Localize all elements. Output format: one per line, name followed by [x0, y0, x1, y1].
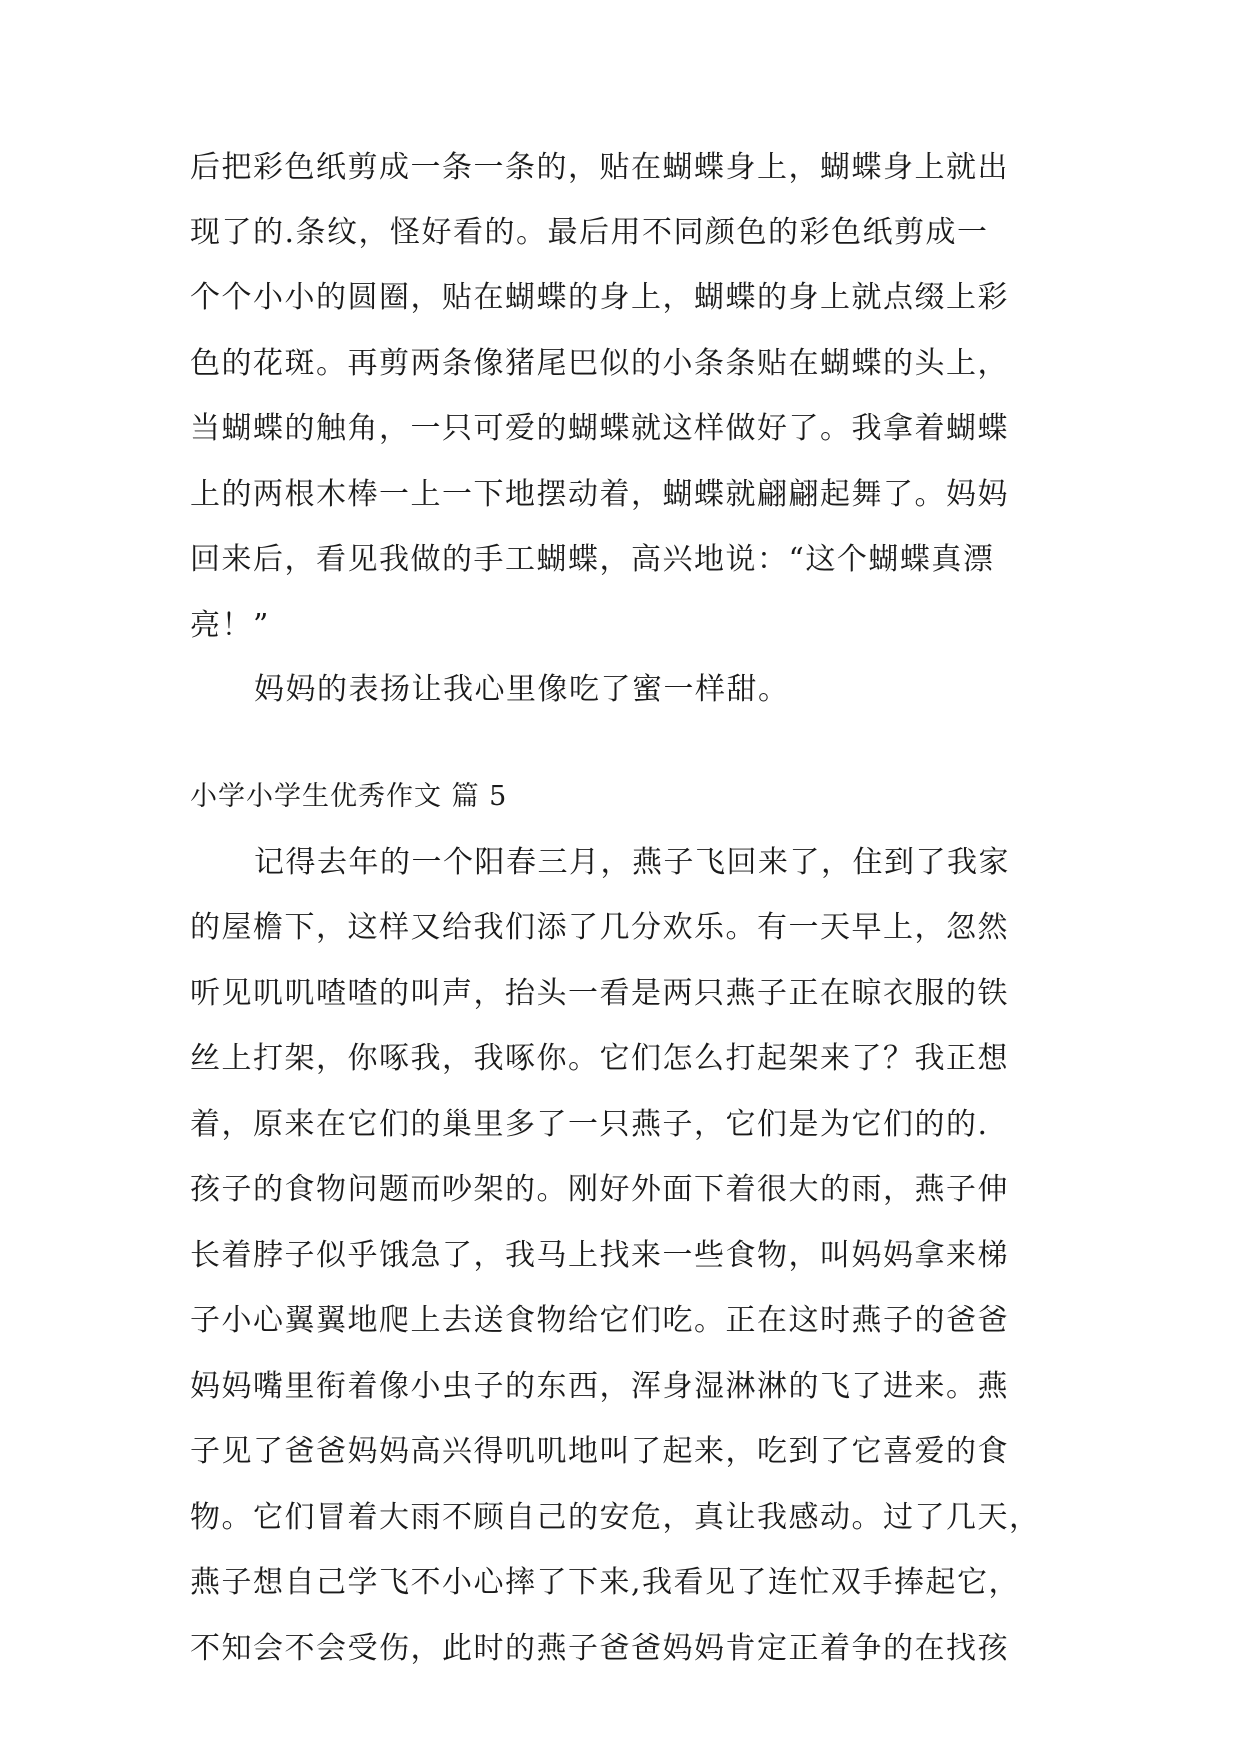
paragraph-line: 物。它们冒着大雨不顾自己的安危，真让我感动。过了几天， [190, 1500, 1041, 1535]
paragraph-line: 的屋檐下，这样又给我们添了几分欢乐。有一天早上，忽然 [190, 910, 1009, 945]
paragraph-line: 上的两根木棒一上一下地摆动着，蝴蝶就翩翩起舞了。妈妈 [190, 477, 1009, 512]
paragraph-line: 回来后，看见我做的手工蝴蝶，高兴地说：“这个蝴蝶真漂 [190, 542, 995, 577]
paragraph-line: 丝上打架，你啄我，我啄你。它们怎么打起架来了？我正想 [190, 1041, 1009, 1076]
paragraph-line: 孩子的食物问题而吵架的。刚好外面下着很大的雨，燕子伸 [190, 1172, 1009, 1207]
section-heading: 小学小学生优秀作文 篇 5 [190, 781, 508, 812]
paragraph-line: 后把彩色纸剪成一条一条的，贴在蝴蝶身上，蝴蝶身上就出 [190, 150, 1009, 185]
paragraph-line: 长着脖子似乎饿急了，我马上找来一些食物，叫妈妈拿来梯 [190, 1238, 1009, 1273]
paragraph-line: 听见叽叽喳喳的叫声，抬头一看是两只燕子正在晾衣服的铁 [190, 976, 1009, 1011]
paragraph-line: 当蝴蝶的触角，一只可爱的蝴蝶就这样做好了。我拿着蝴蝶 [190, 411, 1009, 446]
paragraph-line: 记得去年的一个阳春三月，燕子飞回来了，住到了我家 [254, 845, 1010, 880]
closing-paragraph: 妈妈的表扬让我心里像吃了蜜一样甜。 [254, 672, 790, 707]
paragraph-line: 不知会不会受伤，此时的燕子爸爸妈妈肯定正着争的在找孩 [190, 1631, 1009, 1666]
paragraph-line: 妈妈嘴里衔着像小虫子的东西，浑身湿淋淋的飞了进来。燕 [190, 1369, 1009, 1404]
paragraph-line: 色的花斑。再剪两条像猪尾巴似的小条条贴在蝴蝶的头上， [190, 346, 1009, 381]
paragraph-line: 现了的.条纹，怪好看的。最后用不同颜色的彩色纸剪成一 [190, 215, 989, 250]
paragraph-line: 着，原来在它们的巢里多了一只燕子，它们是为它们的的. [190, 1107, 989, 1142]
paragraph-line: 燕子想自己学飞不小心摔了下来,我看见了连忙双手捧起它， [190, 1565, 1021, 1600]
paragraph-line: 个个小小的圆圈，贴在蝴蝶的身上，蝴蝶的身上就点缀上彩 [190, 280, 1009, 315]
paragraph-line: 亮！” [190, 608, 270, 643]
paragraph-line: 子见了爸爸妈妈高兴得叽叽地叫了起来，吃到了它喜爱的食 [190, 1434, 1009, 1469]
paragraph-line: 子小心翼翼地爬上去送食物给它们吃。正在这时燕子的爸爸 [190, 1303, 1009, 1338]
